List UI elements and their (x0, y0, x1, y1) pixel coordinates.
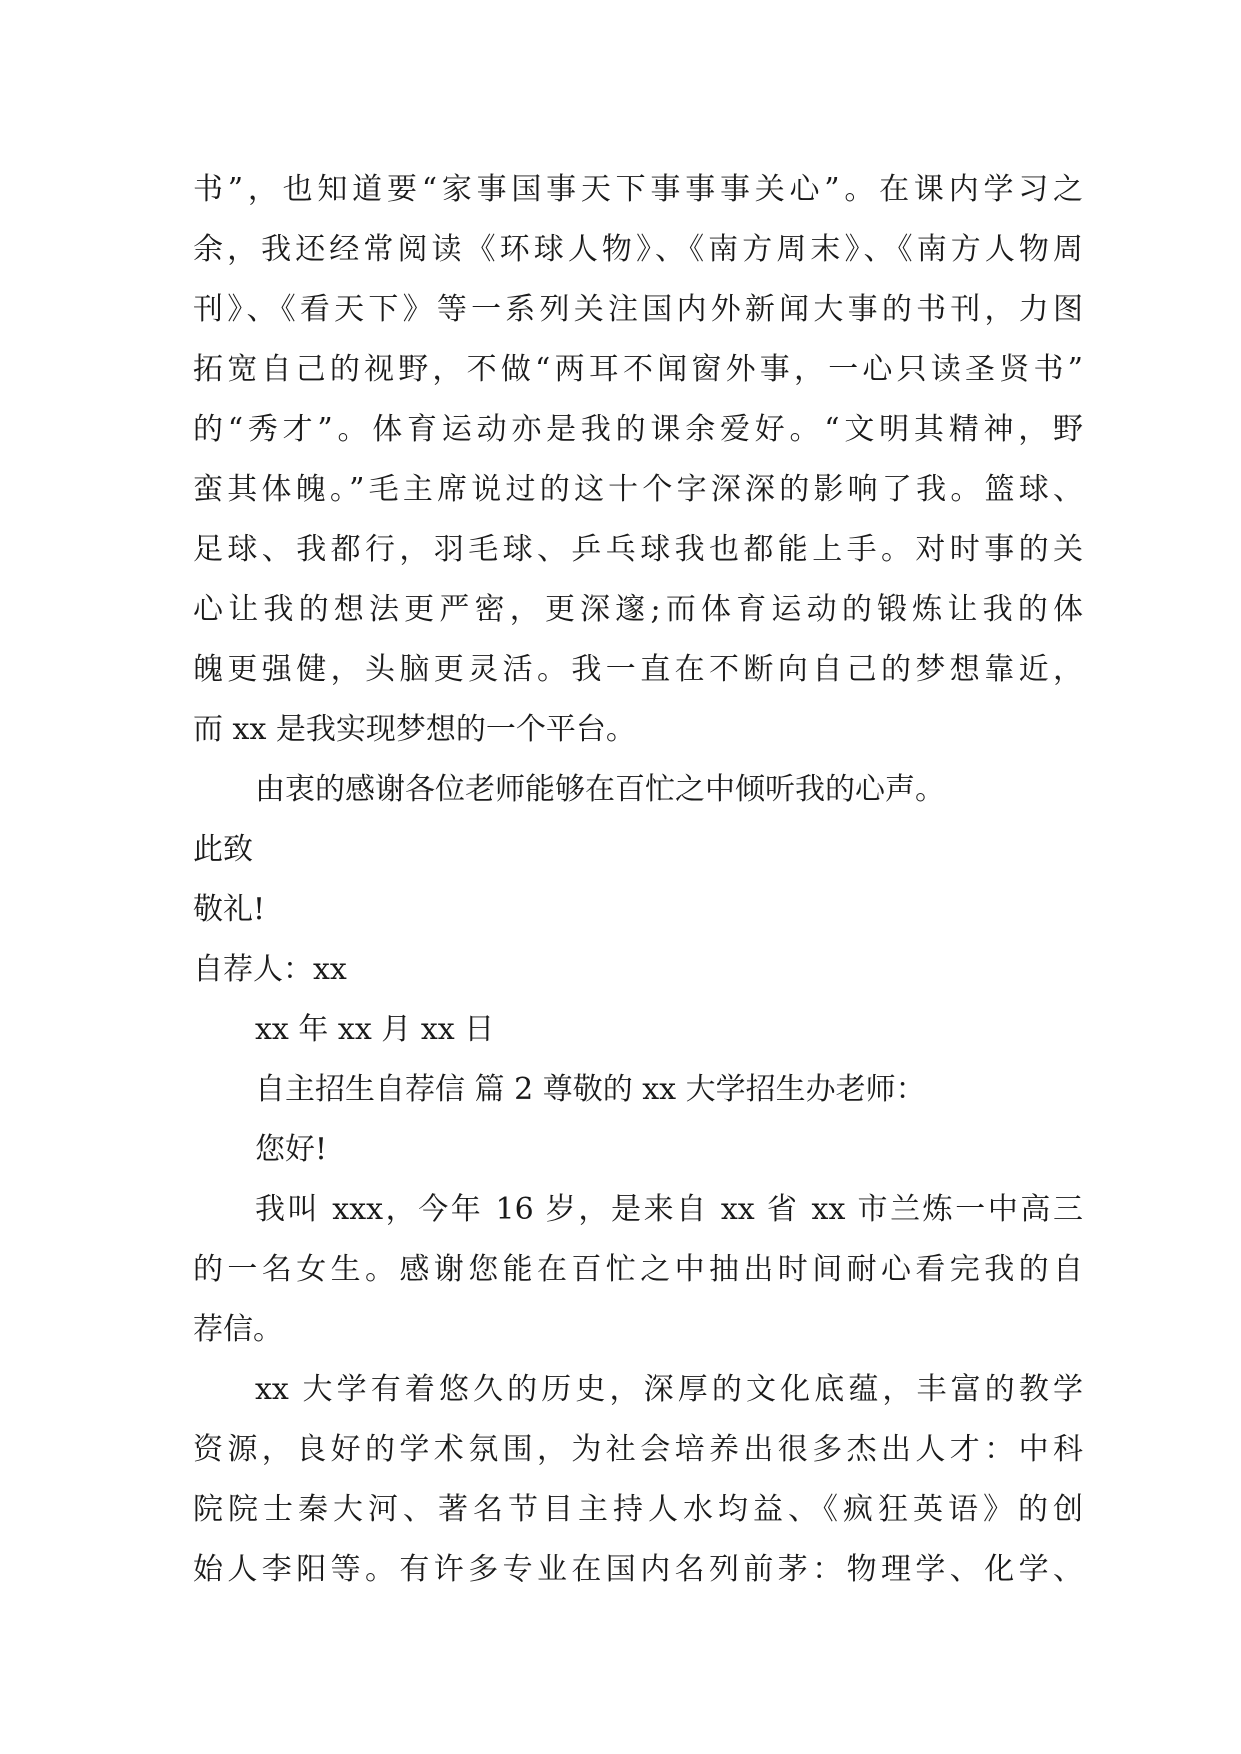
paragraph-line: 荐信。 (193, 1312, 283, 1347)
paragraph-line: 足球、我都行，羽毛球、乒乓球我也都能上手。对时事的关 (193, 532, 1083, 567)
paragraph-line: 而 xx 是我实现梦想的一个平台。 (193, 712, 636, 747)
paragraph-line: 余，我还经常阅读《环球人物》、《南方周末》、《南方人物周 (193, 232, 1083, 267)
document-body (193, 160, 1083, 1600)
paragraph-line: xx 大学有着悠久的历史，深厚的文化底蕴，丰富的教学 (255, 1372, 1083, 1407)
paragraph-line: 资源，良好的学术氛围，为社会培养出很多杰出人才：中科 (193, 1432, 1083, 1467)
paragraph-line: 刊》、《看天下》等一系列关注国内外新闻大事的书刊，力图 (193, 292, 1083, 327)
paragraph-line: 的一名女生。感谢您能在百忙之中抽出时间耐心看完我的自 (193, 1252, 1083, 1287)
paragraph-line: 书”，也知道要“家事国事天下事事事关心”。在课内学习之 (193, 172, 1083, 207)
paragraph-line: 的“秀才”。体育运动亦是我的课余爱好。“文明其精神，野 (193, 412, 1083, 447)
closing-line: 此致 (193, 832, 253, 867)
paragraph-line: 蛮其体魄。”毛主席说过的这十个字深深的影响了我。篮球、 (193, 472, 1083, 507)
paragraph-line: 院院士秦大河、著名节目主持人水均益、《疯狂英语》的创 (193, 1492, 1083, 1527)
letter-heading: 自主招生自荐信 篇 2 尊敬的 xx 大学招生办老师： (255, 1072, 926, 1107)
paragraph-line: 始人李阳等。有许多专业在国内名列前茅：物理学、化学、 (193, 1552, 1083, 1587)
closing-salute: 敬礼! (193, 892, 266, 927)
thanks-line: 由衷的感谢各位老师能够在百忙之中倾听我的心声。 (255, 772, 945, 807)
signer-line: 自荐人：xx (193, 952, 347, 987)
date-line: xx 年 xx 月 xx 日 (255, 1012, 495, 1047)
paragraph-line: 魄更强健，头脑更灵活。我一直在不断向自己的梦想靠近， (193, 652, 1083, 687)
paragraph-line: 心让我的想法更严密，更深邃;而体育运动的锻炼让我的体 (193, 592, 1083, 627)
paragraph-line: 我叫 xxx，今年 16 岁，是来自 xx 省 xx 市兰炼一中高三 (255, 1192, 1083, 1227)
greeting-line: 您好! (255, 1132, 328, 1167)
paragraph-line: 拓宽自己的视野，不做“两耳不闻窗外事，一心只读圣贤书” (193, 352, 1083, 387)
